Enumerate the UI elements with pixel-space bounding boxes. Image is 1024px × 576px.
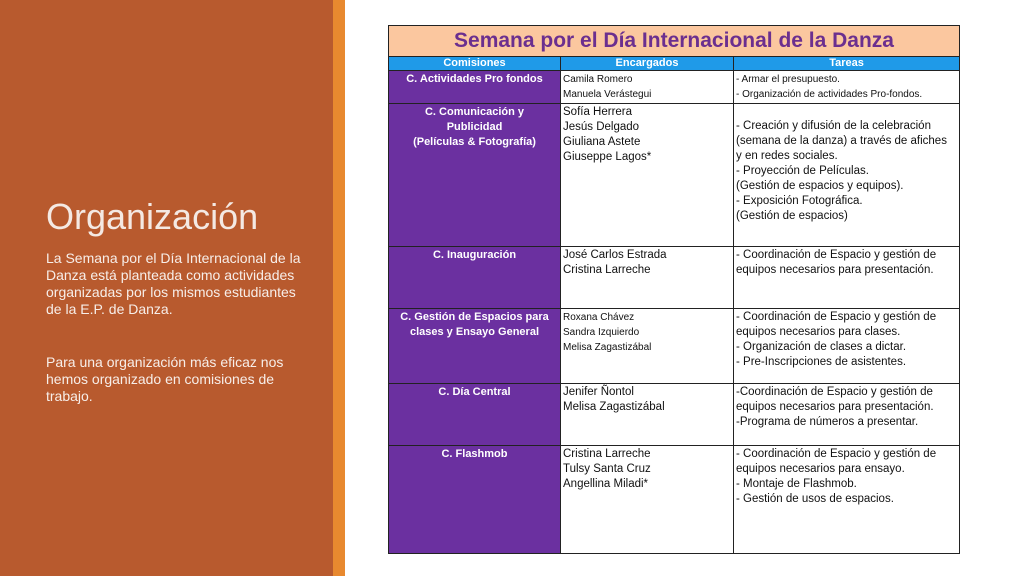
person-name: Angellina Miladi* xyxy=(563,477,649,490)
task-line: equipos necesarios para presentación. xyxy=(736,400,934,413)
task-line: - Proyección de Películas. xyxy=(736,165,869,178)
tasks-cell xyxy=(734,383,960,445)
commission-cell xyxy=(389,71,561,104)
header-tareas: Tareas xyxy=(734,57,960,71)
task-line: - Coordinación de Espacio y gestión de xyxy=(736,249,937,262)
commission-name: Publicidad xyxy=(446,121,503,134)
task-line: - Montaje de Flashmob. xyxy=(736,477,857,490)
tasks-cell xyxy=(734,71,960,104)
people-cell xyxy=(561,308,734,383)
person-name: Melisa Zagastizábal xyxy=(563,341,652,353)
tasks-cell xyxy=(734,104,960,247)
task-line: - Organización de actividades Pro-fondos. xyxy=(736,89,923,101)
table-row xyxy=(389,247,960,308)
commission-cell xyxy=(389,247,561,308)
commissions-table xyxy=(388,25,960,554)
organization-paragraph: Para una organización más eficaz nos hemos organizado en comisiones de trabajo. xyxy=(46,354,284,404)
header-encargados: Encargados xyxy=(561,57,734,71)
person-name: Jenifer Ñontol xyxy=(563,385,634,398)
tasks-cell xyxy=(734,445,960,553)
person-name: Camila Romero xyxy=(563,74,633,86)
task-line: equipos necesarios para presentación. xyxy=(736,264,934,277)
commission-name: C. Actividades Pro fondos xyxy=(406,73,543,86)
tasks-cell xyxy=(734,308,960,383)
people-cell xyxy=(561,383,734,445)
intro-paragraph: La Semana por el Día Internacional de la Danza está planteada como actividades organizadas por los mismos estudiantes de la E.P. de Danza. xyxy=(46,250,301,317)
person-name: Roxana Chávez xyxy=(563,311,635,323)
task-line: (Gestión de espacios) xyxy=(736,210,848,223)
task-line: - Gestión de usos de espacios. xyxy=(736,492,894,505)
person-name: Melisa Zagastizábal xyxy=(563,400,665,413)
commission-name: (Películas & Fotografía) xyxy=(413,136,536,149)
task-line: (Gestión de espacios y equipos). xyxy=(736,180,904,193)
person-name: Giuliana Astete xyxy=(563,136,641,149)
task-line: - Coordinación de Espacio y gestión de xyxy=(736,447,937,460)
person-name: Manuela Verástegui xyxy=(563,89,652,101)
person-name: Giuseppe Lagos* xyxy=(563,151,652,164)
person-name: Cristina Larreche xyxy=(563,264,651,277)
table-header-row xyxy=(389,57,960,71)
people-cell xyxy=(561,445,734,553)
table-row xyxy=(389,71,960,104)
person-name: Jesús Delgado xyxy=(563,121,640,134)
commission-cell xyxy=(389,445,561,553)
commission-name: C. Inauguración xyxy=(432,249,517,262)
table-row xyxy=(389,308,960,383)
task-line: - Coordinación de Espacio y gestión de xyxy=(736,310,937,323)
table-row xyxy=(389,104,960,247)
people-cell xyxy=(561,247,734,308)
task-line: equipos necesarios para ensayo. xyxy=(736,462,905,475)
table-title: Semana por el Día Internacional de la Danza xyxy=(389,26,960,57)
task-line: - Exposición Fotográfica. xyxy=(736,195,863,208)
task-line: (semana de la danza) a través de afiches xyxy=(736,135,947,148)
commission-name: C. Gestión de Espacios para xyxy=(400,310,549,323)
commission-cell xyxy=(389,383,561,445)
task-line: -Programa de números a presentar. xyxy=(736,415,919,428)
commission-cell xyxy=(389,308,561,383)
task-line: - Pre-Inscripciones de asistentes. xyxy=(736,355,907,368)
commission-name: C. Día Central xyxy=(438,385,511,398)
table-row xyxy=(389,445,960,553)
task-line: -Coordinación de Espacio y gestión de xyxy=(736,385,933,398)
commission-cell xyxy=(389,104,561,247)
person-name: Cristina Larreche xyxy=(563,447,651,460)
person-name: José Carlos Estrada xyxy=(563,249,667,262)
commission-name: C. Flashmob xyxy=(441,447,508,460)
task-line: - Armar el presupuesto. xyxy=(736,74,840,86)
task-line: - Organización de clases a dictar. xyxy=(736,340,907,353)
people-cell xyxy=(561,71,734,104)
people-cell xyxy=(561,104,734,247)
commission-name: C. Comunicación y xyxy=(424,106,525,119)
table-row xyxy=(389,383,960,445)
accent-strip xyxy=(333,0,345,576)
slide-heading: Organización xyxy=(46,196,259,237)
task-line: - Creación y difusión de la celebración xyxy=(736,120,931,133)
person-name: Tulsy Santa Cruz xyxy=(563,462,651,475)
task-line: equipos necesarios para clases. xyxy=(736,325,901,338)
person-name: Sofía Herrera xyxy=(563,106,633,119)
header-comisiones: Comisiones xyxy=(389,57,561,71)
commission-name: clases y Ensayo General xyxy=(409,325,540,338)
tasks-cell xyxy=(734,247,960,308)
task-line: y en redes sociales. xyxy=(736,150,838,163)
person-name: Sandra Izquierdo xyxy=(563,326,640,338)
